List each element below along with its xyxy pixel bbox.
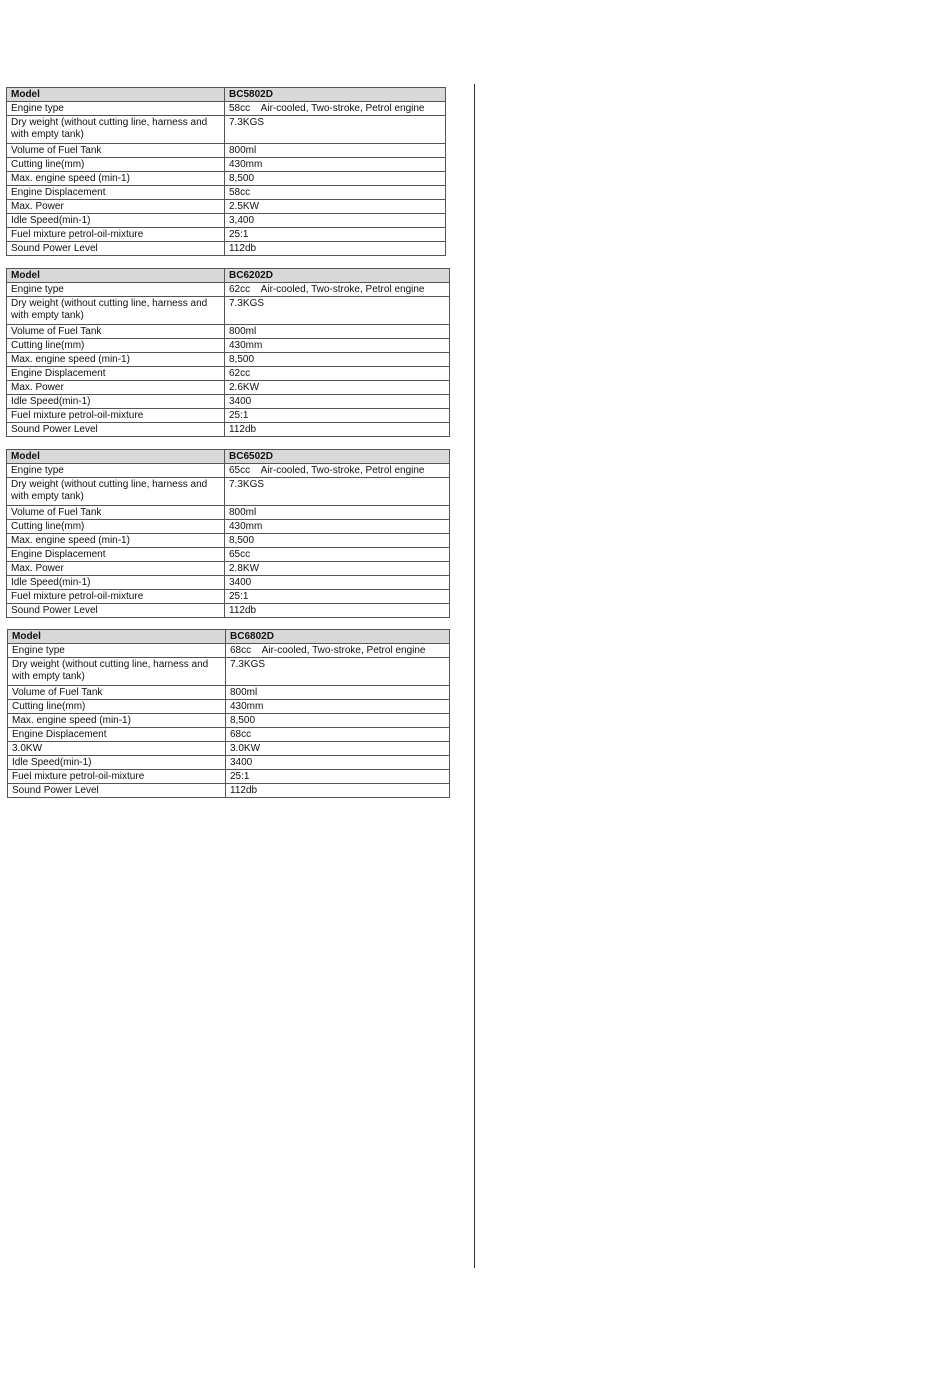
row-label: Max. Power	[7, 200, 225, 214]
table-row	[7, 102, 446, 116]
row-label: Engine type	[7, 283, 225, 297]
row-label: Engine Displacement	[7, 367, 225, 381]
row-label: Volume of Fuel Tank	[7, 506, 225, 520]
row-value: 58cc	[225, 186, 446, 200]
row-value: 800ml	[225, 144, 446, 158]
row-label: Fuel mixture petrol-oil-mixture	[7, 409, 225, 423]
row-value: 8,500	[226, 714, 450, 728]
row-label: Sound Power Level	[8, 784, 226, 798]
row-value: 800ml	[225, 506, 450, 520]
spec-table-bc5802d	[6, 87, 446, 256]
row-value: BC5802D	[225, 88, 446, 102]
row-value: 62cc Air-cooled, Two-stroke, Petrol engine	[225, 283, 450, 297]
table-row	[7, 562, 450, 576]
row-label: Engine type	[8, 644, 226, 658]
table-row	[8, 714, 450, 728]
row-label: Cutting line(mm)	[7, 339, 225, 353]
table-row	[7, 478, 450, 506]
table-row	[7, 339, 450, 353]
row-label: Idle Speed(min-1)	[8, 756, 226, 770]
row-value: 68cc	[226, 728, 450, 742]
row-value: 7.3KGS	[225, 116, 446, 144]
row-value: 7.3KGS	[225, 297, 450, 325]
row-label: Max. engine speed (min-1)	[7, 534, 225, 548]
row-label: Dry weight (without cutting line, harness and with empty tank)	[8, 658, 226, 686]
row-label: Cutting line(mm)	[8, 700, 226, 714]
table-row	[7, 464, 450, 478]
row-label: Max. engine speed (min-1)	[7, 172, 225, 186]
row-label: Sound Power Level	[7, 604, 225, 618]
table-row	[7, 242, 446, 256]
row-label: Fuel mixture petrol-oil-mixture	[7, 590, 225, 604]
row-value: 112db	[226, 784, 450, 798]
table-row	[7, 353, 450, 367]
row-label: Engine type	[7, 102, 225, 116]
row-value: 8,500	[225, 172, 446, 186]
row-value: 3400	[225, 576, 450, 590]
table-row	[7, 172, 446, 186]
row-value: BC6502D	[225, 450, 450, 464]
table-row	[8, 728, 450, 742]
table-row	[8, 658, 450, 686]
table-row	[7, 367, 450, 381]
table-row	[7, 576, 450, 590]
table-row	[7, 548, 450, 562]
table-row	[7, 200, 446, 214]
spec-table-bc6802d	[7, 629, 450, 798]
row-value: 2.5KW	[225, 200, 446, 214]
row-value: 112db	[225, 604, 450, 618]
table-row	[7, 158, 446, 172]
row-label: Dry weight (without cutting line, harness and with empty tank)	[7, 116, 225, 144]
row-label: Model	[7, 450, 225, 464]
row-label: Engine Displacement	[7, 548, 225, 562]
row-label: Max. Power	[7, 562, 225, 576]
row-value: 112db	[225, 242, 446, 256]
row-value: 8,500	[225, 534, 450, 548]
table-row	[7, 228, 446, 242]
row-value: BC6202D	[225, 269, 450, 283]
row-value: 430mm	[225, 339, 450, 353]
row-value: 7.3KGS	[225, 478, 450, 506]
row-value: 430mm	[225, 158, 446, 172]
row-label: Idle Speed(min-1)	[7, 214, 225, 228]
table-row	[7, 506, 450, 520]
table-row	[8, 686, 450, 700]
row-label: Model	[7, 269, 225, 283]
row-label: Volume of Fuel Tank	[7, 144, 225, 158]
table-row	[7, 283, 450, 297]
table-row	[8, 700, 450, 714]
spec-table-bc6202d	[6, 268, 450, 437]
row-value: 800ml	[226, 686, 450, 700]
row-label: Dry weight (without cutting line, harness and with empty tank)	[7, 297, 225, 325]
table-row	[7, 269, 450, 283]
row-value: 25:1	[226, 770, 450, 784]
row-label: Engine Displacement	[7, 186, 225, 200]
row-label: Sound Power Level	[7, 242, 225, 256]
column-divider	[474, 84, 475, 1268]
row-label: Cutting line(mm)	[7, 158, 225, 172]
row-label: Volume of Fuel Tank	[7, 325, 225, 339]
table-row	[7, 214, 446, 228]
row-value: 7.3KGS	[226, 658, 450, 686]
table-row	[8, 742, 450, 756]
table-row	[7, 116, 446, 144]
row-label: Volume of Fuel Tank	[8, 686, 226, 700]
row-value: 430mm	[226, 700, 450, 714]
row-value: 8,500	[225, 353, 450, 367]
row-value: 3400	[225, 395, 450, 409]
spec-table-bc6502d	[6, 449, 450, 618]
row-label: Fuel mixture petrol-oil-mixture	[8, 770, 226, 784]
table-row	[7, 88, 446, 102]
row-value: 3,400	[225, 214, 446, 228]
table-row	[7, 186, 446, 200]
row-label: Fuel mixture petrol-oil-mixture	[7, 228, 225, 242]
row-value: 3400	[226, 756, 450, 770]
table-row	[8, 756, 450, 770]
row-value: 2.8KW	[225, 562, 450, 576]
row-value: 58cc Air-cooled, Two-stroke, Petrol engine	[225, 102, 446, 116]
table-row	[8, 644, 450, 658]
row-label: Max. engine speed (min-1)	[8, 714, 226, 728]
row-value: 65cc	[225, 548, 450, 562]
row-label: Idle Speed(min-1)	[7, 395, 225, 409]
table-row	[7, 604, 450, 618]
row-value: 25:1	[225, 409, 450, 423]
row-label: Engine type	[7, 464, 225, 478]
table-row	[7, 423, 450, 437]
row-value: 430mm	[225, 520, 450, 534]
row-label: Max. engine speed (min-1)	[7, 353, 225, 367]
table-row	[7, 297, 450, 325]
row-label: Model	[8, 630, 226, 644]
row-value: 3.0KW	[226, 742, 450, 756]
row-label: Idle Speed(min-1)	[7, 576, 225, 590]
table-row	[7, 534, 450, 548]
row-label: Dry weight (without cutting line, harness and with empty tank)	[7, 478, 225, 506]
row-value: 68cc Air-cooled, Two-stroke, Petrol engine	[226, 644, 450, 658]
table-row	[7, 144, 446, 158]
row-label: 3.0KW	[8, 742, 226, 756]
row-label: Model	[7, 88, 225, 102]
table-row	[7, 325, 450, 339]
table-row	[7, 590, 450, 604]
row-value: 800ml	[225, 325, 450, 339]
row-value: 65cc Air-cooled, Two-stroke, Petrol engine	[225, 464, 450, 478]
row-value: 25:1	[225, 590, 450, 604]
row-label: Max. Power	[7, 381, 225, 395]
row-value: BC6802D	[226, 630, 450, 644]
row-label: Cutting line(mm)	[7, 520, 225, 534]
table-row	[8, 784, 450, 798]
table-row	[8, 770, 450, 784]
row-label: Sound Power Level	[7, 423, 225, 437]
table-row	[7, 450, 450, 464]
row-label: Engine Displacement	[8, 728, 226, 742]
table-row	[7, 395, 450, 409]
table-row	[7, 409, 450, 423]
table-row	[7, 381, 450, 395]
table-row	[7, 520, 450, 534]
row-value: 2.6KW	[225, 381, 450, 395]
table-row	[8, 630, 450, 644]
row-value: 62cc	[225, 367, 450, 381]
row-value: 25:1	[225, 228, 446, 242]
row-value: 112db	[225, 423, 450, 437]
